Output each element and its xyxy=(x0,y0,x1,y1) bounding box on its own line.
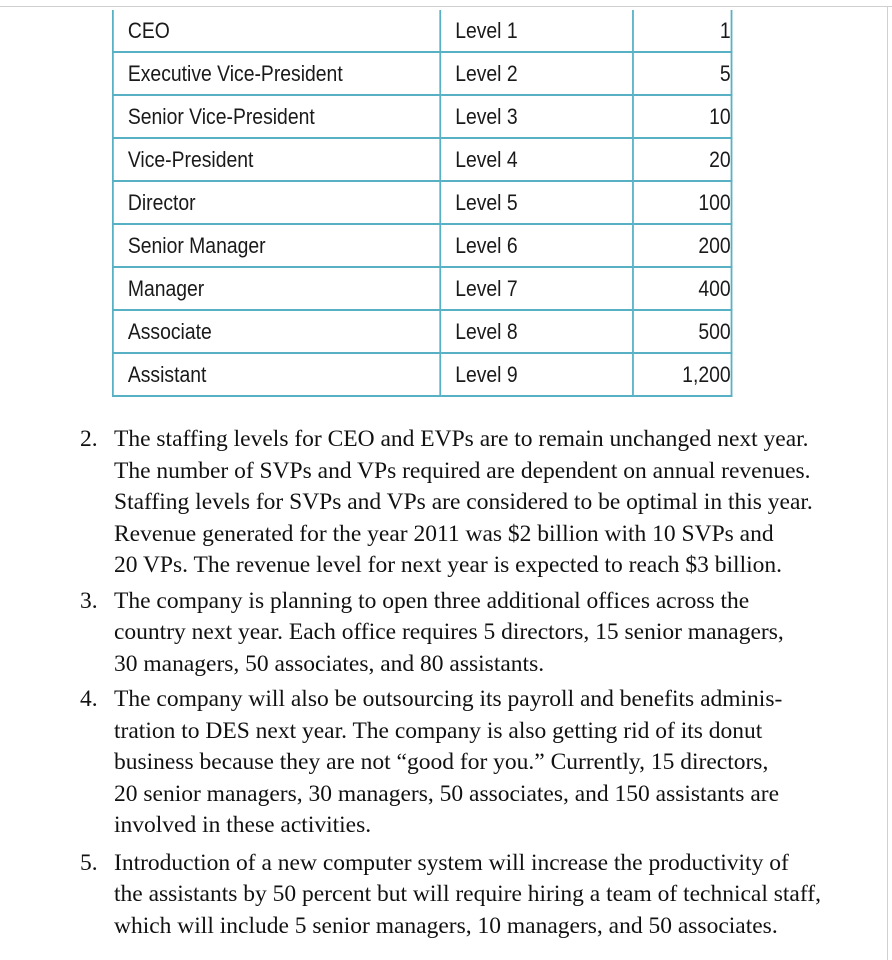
paragraph-line: Revenue generated for the year 2011 was $2 billion with 10 SVPs and xyxy=(114,520,774,547)
level-cell: Level 8 xyxy=(440,310,633,353)
table-row xyxy=(113,310,732,353)
table-row xyxy=(113,267,732,310)
level-cell: Level 4 xyxy=(440,138,633,181)
level-cell: Level 5 xyxy=(440,181,633,224)
staffing-table xyxy=(112,10,732,397)
count-cell: 1,200 xyxy=(633,353,732,396)
list-item xyxy=(80,424,860,582)
count-cell: 500 xyxy=(633,310,732,353)
position-cell: CEO xyxy=(113,10,440,52)
paragraph-line: country next year. Each office requires 5 directors, 15 senior managers, xyxy=(114,619,784,645)
right-border xyxy=(887,6,888,960)
count-cell: 5 xyxy=(633,52,732,95)
list-item xyxy=(80,684,860,842)
position-cell: Manager xyxy=(113,267,440,310)
table-row xyxy=(113,52,732,95)
count-cell: 200 xyxy=(633,224,732,267)
item-number: 3. xyxy=(80,587,98,614)
position-cell: Senior Vice-President xyxy=(113,95,440,138)
table-row xyxy=(113,138,732,181)
position-cell: Assistant xyxy=(113,353,440,396)
numbered-notes xyxy=(80,424,860,946)
table-row xyxy=(113,353,732,396)
list-item xyxy=(80,848,860,943)
paragraph-line: The company will also be outsourcing its payroll and benefits adminis- xyxy=(114,686,783,712)
paragraph-line: Introduction of a new computer system will increase the productivity of xyxy=(114,849,789,876)
count-cell: 100 xyxy=(633,181,732,224)
position-cell: Director xyxy=(113,181,440,224)
level-cell: Level 1 xyxy=(440,10,633,52)
count-cell: 10 xyxy=(633,95,732,138)
table-row xyxy=(113,224,732,267)
table-row xyxy=(113,95,732,138)
paragraph-line: 20 VPs. The revenue level for next year is expected to reach $3 billion. xyxy=(114,552,783,578)
table-row xyxy=(113,181,732,224)
table-row xyxy=(113,10,732,52)
count-cell: 20 xyxy=(633,138,732,181)
level-cell: Level 9 xyxy=(440,353,633,396)
item-number: 2. xyxy=(80,426,98,452)
level-cell: Level 7 xyxy=(440,267,633,310)
paragraph-line: The company is planning to open three additional offices across the xyxy=(114,587,750,614)
item-number: 4. xyxy=(80,686,98,712)
item-number: 5. xyxy=(80,849,98,876)
level-cell: Level 6 xyxy=(440,224,633,267)
paragraph-line: Staffing levels for SVPs and VPs are considered to be optimal in this year. xyxy=(114,489,813,515)
position-cell: Vice-President xyxy=(113,138,440,181)
position-cell: Executive Vice-President xyxy=(113,52,440,95)
paragraph-line: business because they are not “good for you.” Currently, 15 directors, xyxy=(114,749,769,775)
count-cell: 1 xyxy=(633,10,732,52)
paragraph-line: tration to DES next year. The company is also getting rid of its donut xyxy=(114,717,763,744)
position-cell: Senior Manager xyxy=(113,224,440,267)
level-cell: Level 3 xyxy=(440,95,633,138)
paragraph-line: which will include 5 senior managers, 10 managers, and 50 associates. xyxy=(114,912,778,939)
paragraph-line: 20 senior managers, 30 managers, 50 associates, and 150 assistants are xyxy=(114,780,779,807)
level-cell: Level 2 xyxy=(440,52,633,95)
list-item xyxy=(80,586,860,681)
position-cell: Associate xyxy=(113,310,440,353)
top-border xyxy=(0,6,892,7)
paragraph-line: The staffing levels for CEO and EVPs are to remain unchanged next year. xyxy=(114,426,809,452)
paragraph-line: the assistants by 50 percent but will require hiring a team of technical staff, xyxy=(114,881,821,907)
paragraph-line: involved in these activities. xyxy=(114,812,372,838)
paragraph-line: The number of SVPs and VPs required are dependent on annual revenues. xyxy=(114,457,811,484)
count-cell: 400 xyxy=(633,267,732,310)
paragraph-line: 30 managers, 50 associates, and 80 assistants. xyxy=(114,650,545,677)
